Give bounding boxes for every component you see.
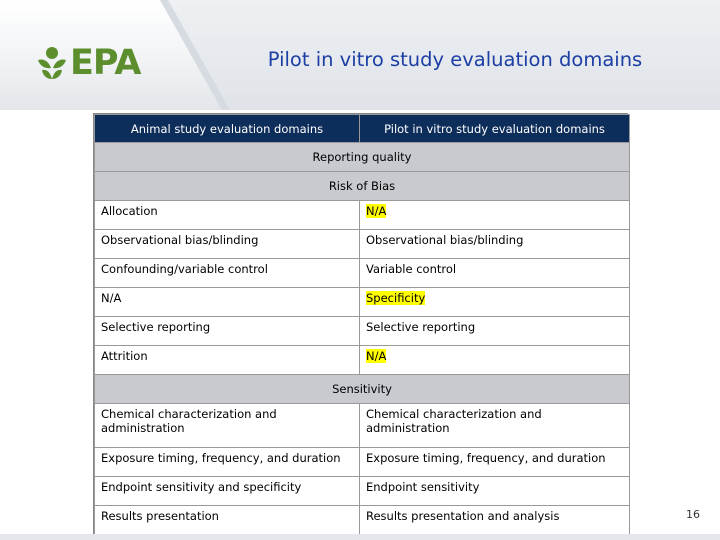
invitro-cell: Selective reporting: [360, 317, 630, 346]
animal-cell: Results presentation: [95, 506, 360, 535]
animal-cell: Exposure timing, frequency, and duration: [95, 448, 360, 477]
invitro-cell: Observational bias/blinding: [360, 230, 630, 259]
animal-cell: Chemical characterization and administration: [95, 404, 360, 448]
invitro-cell: Chemical characterization and administration: [360, 404, 630, 448]
table-row: [95, 201, 630, 230]
comparison-table: [93, 113, 628, 536]
table-row: [95, 230, 630, 259]
animal-cell: N/A: [95, 288, 360, 317]
table-row: [95, 404, 630, 448]
invitro-cell: [360, 346, 630, 375]
column-header-animal: Animal study evaluation domains: [95, 115, 360, 143]
page-title: Pilot in vitro study evaluation domains: [267, 48, 643, 71]
animal-cell: Attrition: [95, 346, 360, 375]
table-row: [95, 317, 630, 346]
epa-logo: [36, 44, 140, 82]
animal-cell: Selective reporting: [95, 317, 360, 346]
animal-cell: Observational bias/blinding: [95, 230, 360, 259]
invitro-cell: Results presentation and analysis: [360, 506, 630, 535]
section-row: [95, 143, 630, 172]
table-row: [95, 259, 630, 288]
section-row: [95, 375, 630, 404]
highlighted-text: Specificity: [366, 291, 426, 305]
epa-flower-icon: [36, 46, 68, 80]
section-row: [95, 172, 630, 201]
animal-cell: Confounding/variable control: [95, 259, 360, 288]
section-title: Reporting quality: [95, 143, 630, 172]
table-row: [95, 448, 630, 477]
highlighted-text: N/A: [366, 349, 387, 363]
table-row: [95, 288, 630, 317]
footer-band: [0, 534, 720, 540]
invitro-cell: Exposure timing, frequency, and duration: [360, 448, 630, 477]
highlighted-text: N/A: [366, 204, 387, 218]
invitro-cell: [360, 288, 630, 317]
page-number: 16: [686, 508, 700, 521]
animal-cell: Endpoint sensitivity and specificity: [95, 477, 360, 506]
section-title: Risk of Bias: [95, 172, 630, 201]
section-title: Sensitivity: [95, 375, 630, 404]
table-row: [95, 346, 630, 375]
animal-cell: Allocation: [95, 201, 360, 230]
column-header-invitro: Pilot in vitro study evaluation domains: [360, 115, 630, 143]
invitro-cell: Variable control: [360, 259, 630, 288]
invitro-cell: [360, 201, 630, 230]
logo-text: EPA: [70, 43, 141, 83]
table-row: [95, 506, 630, 535]
invitro-cell: Endpoint sensitivity: [360, 477, 630, 506]
table-row: [95, 477, 630, 506]
